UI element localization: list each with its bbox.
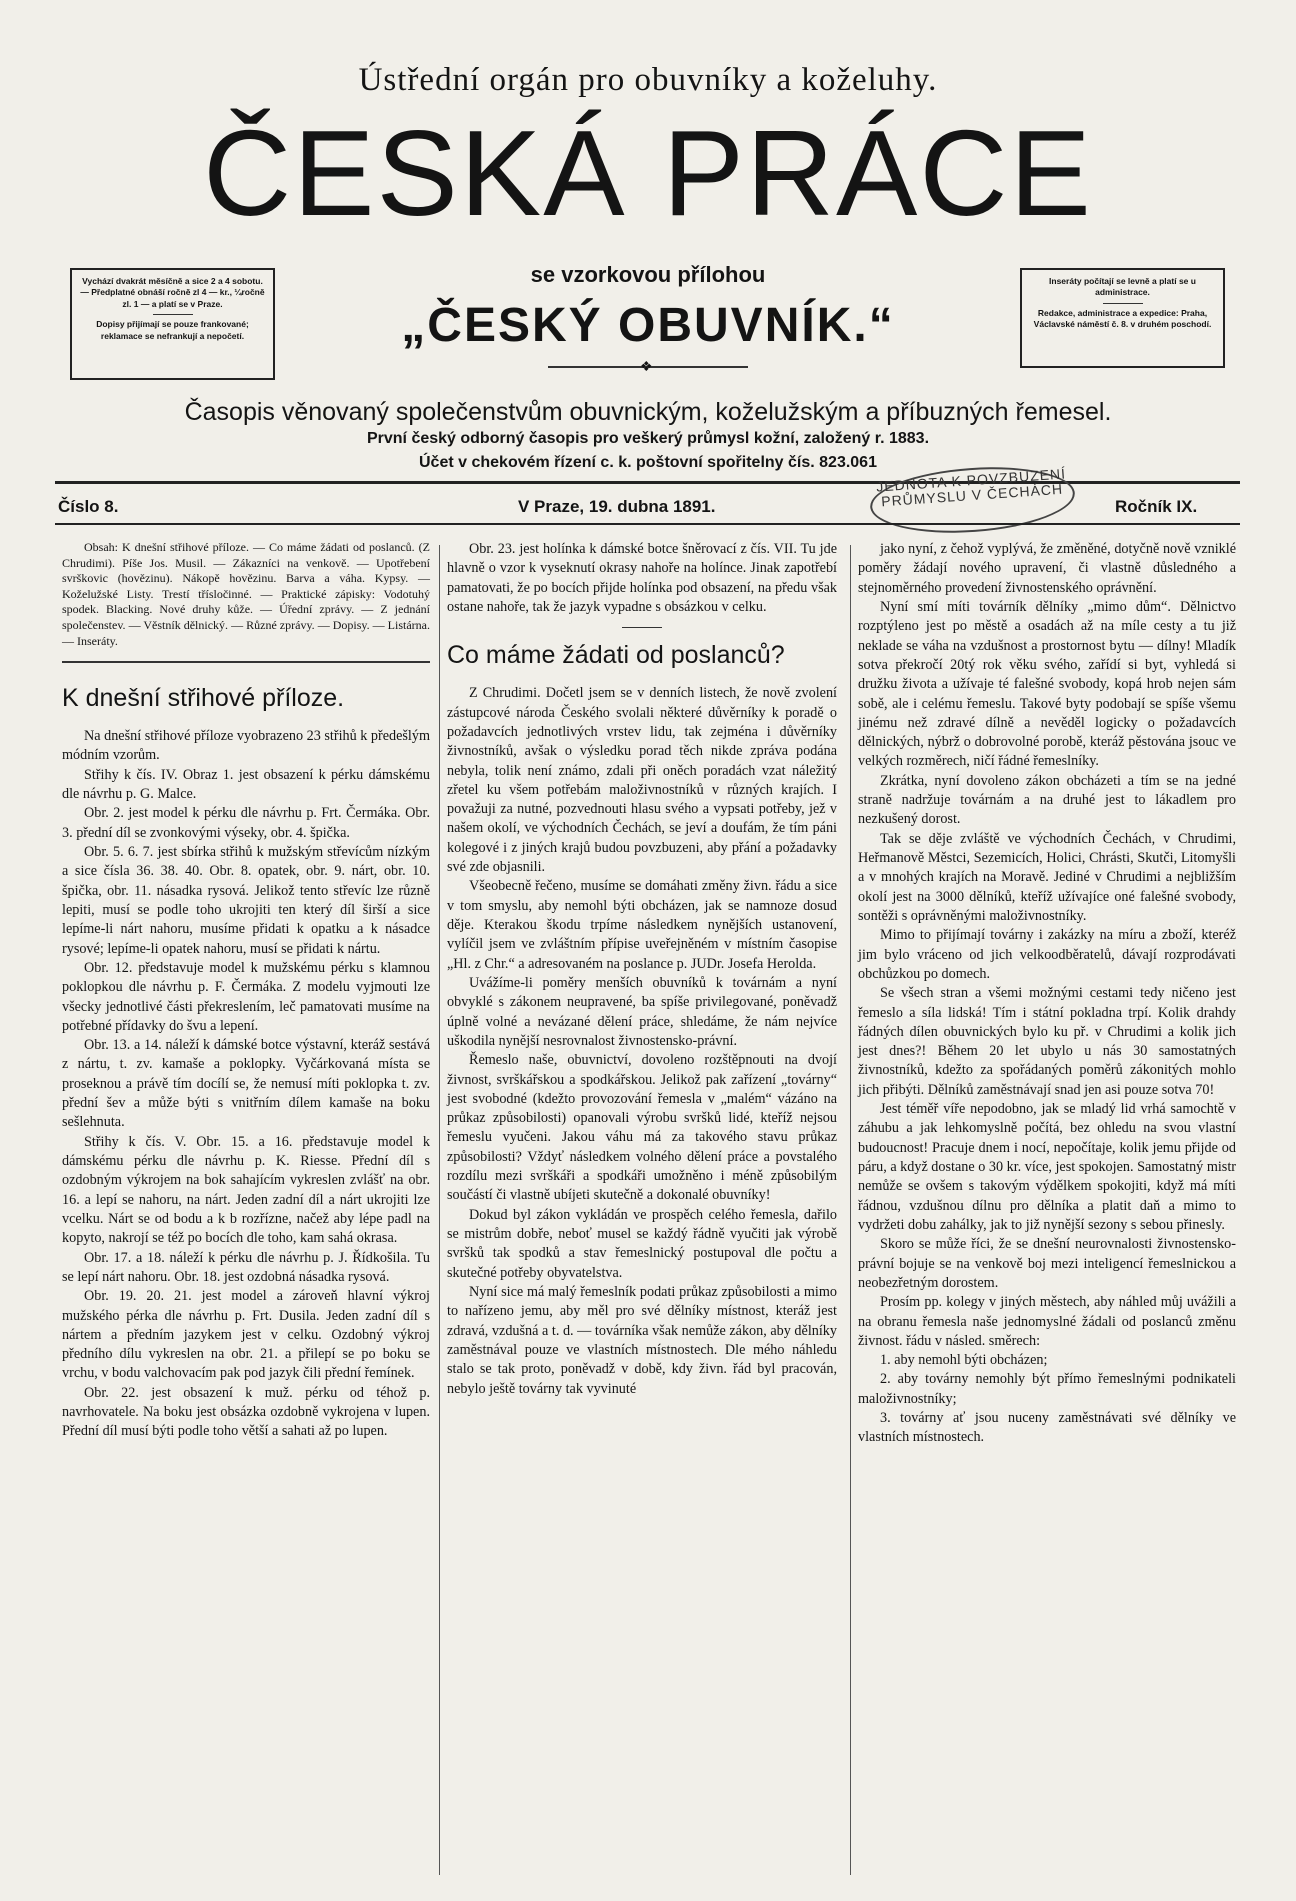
paragraph: Nyní sice má malý řemeslník podati průkaz způsobilosti a mimo to nařízeno jemu, aby měl pro své dělníky místnost, kteráž jest zdravá, vzdušná a t. d. — továrníka však nemůže zákon, aby dělníky zaměstnával pouze ve vlastních místnostech. Dle mého náhledu stalo se tak proto, poněvadž v době, kdy živn. řád byl pracován, nebylo ještě továrny tak vyvinuté: [447, 1283, 837, 1397]
paragraph: Nyní smí míti továrník dělníky „mimo dům“. Dělnictvo rozptýleno jest po městě a osadách až na míle cesty a tu již neklade se váha na vzdušnost a prostornost bytu — dílny! Mladík sotva překročí 20tý rok věku svého, zařídí si byt, vyhledá si družku života a užívaje té falešné svobody, kopá hrob nejen sám sobě, ale i celému řemeslu. Takové byty podobají se spíše všemu jinému než zdravé dílně a nevěděl logicky o požadavcích dělnických, nýbrž o dobrovolné porobě, kteráž pěstována jsouc ve velkých rozměrech, ničí řádné řemeslníky.: [858, 598, 1236, 770]
journal-founding: První český odborný časopis pro veškerý průmysl kožní, založený r. 1883.: [366, 430, 930, 447]
letters-text: Dopisy přijímají se pouze frankované; reklamace se nefrankují a nepočetí.: [96, 319, 249, 341]
column-2: [447, 540, 837, 1399]
paragraph: Zkrátka, nyní dovoleno zákon obcházeti a tím se na jedné straně nadržuje továrnám a na druhé jest to lákadlem pro nezkušený dorost.: [858, 772, 1236, 828]
issue-number: Číslo 8.: [58, 497, 119, 516]
paragraph: 2. aby továrny nemohly být přímo řemeslnými podnikateli maloživnostníky;: [858, 1371, 1236, 1407]
journal-description: Časopis věnovaný společenstvům obuvnickým, koželužským a příbuzných řemesel.: [184, 398, 1112, 426]
adverts-text: Inseráty počítají se levně a platí se u administrace.: [1049, 276, 1196, 298]
masthead-title: ČESKÁ PRÁCE: [203, 105, 1093, 241]
paragraph: Tak se děje zvláště ve východních Čechách, v Chrudimi, Heřmanově Městci, Sezemicích, Holici, Chrásti, Skutči, Litomyšli a v mnohých krajích na Moravě. Jediné v Chrudimi a nejbližším okolí jest na 3000 dělníků, kteříž užívajíce oné falešné svobody, sontěži s oprávněnými maloživnostníky.: [858, 830, 1236, 924]
header-rule-bottom: [55, 523, 1240, 525]
ornament-dot: ❖: [640, 360, 653, 375]
library-stamp: JEDNOTA K POVZBUZENÍ PRŮMYSLU V ČECHÁCH: [868, 461, 1077, 539]
paragraph: 3. továrny ať jsou nuceny zaměstnávati své dělníky ve vlastních místnostech.: [858, 1410, 1236, 1446]
article-heading: Co máme žádati od poslanců?: [447, 641, 785, 670]
supplement-subtitle: se vzorkovou přílohou: [530, 262, 766, 287]
paragraph: Skoro se může říci, že se dnešní neurovnalosti živnostensko-právní bojuje se na venkově boj mezi inteligencí řemeslnickou a neobezřetným dorostem.: [858, 1236, 1236, 1291]
paragraph: Se všech stran a všemi možnými cestami tedy ničeno jest řemeslo a síla lidská! Tím i státní pokladna trpí. Kolik drahdy řádných dílen obuvnických bylo ku př. v Chrudimi a kolik jich jest dnes?! Během 20 let ubylo u nás 30 samostatných živnostníků, kdežto za spořádaných poměrů zákonitých mohlo jich přibýti. Dělníků zaměstnávají snad jen asi pouze sotva 70!: [858, 985, 1236, 1098]
subscription-text: Vychází dvakrát měsíčně a sice 2 a 4 sobotu. — Předplatné obnáší ročně zl 4 — kr., ¼ročně zl. 1 — a platí se v Praze.: [80, 276, 265, 309]
issue-date: V Praze, 19. dubna 1891.: [518, 497, 716, 516]
paragraph: Střihy k čís. IV. Obraz 1. jest obsazení k pérku dámskému dle návrhu p. G. Malce.: [62, 766, 430, 803]
journal-account: Účet v chekovém řízení c. k. poštovní spořitelny čís. 823.061: [419, 454, 877, 471]
article-body: [858, 540, 1236, 1448]
supplement-title: „ČESKÝ OBUVNÍK.“: [401, 299, 895, 352]
paragraph: Prosím pp. kolegy v jiných městech, aby náhled můj uvážili a na obranu řemesla naše jednomyslné žádali od poslanců změnu živnost. řádu v násled. směrech:: [858, 1294, 1236, 1349]
paragraph: Střihy k čís. V. Obr. 15. a 16. představuje model k dámskému pérku dle návrhu p. K. Riesse. Přední díl s ozdobným výkrojem na bok sahajícím vykreslen zvlášť na obr. 16. a lepí se nahoru, na nárt. Jeden zadní díl a nárt ukrojiti lze vcelku. Nárt se od bodu a k b rozřízne, načež aby lépe padl na kopyto, nakrojí se též po bocích dle toho, kam sahá okrasa.: [62, 1133, 430, 1247]
paragraph: Z Chrudimi. Dočetl jsem se v denních listech, že nově zvolení zástupcové národa Českého svolali některé důvěrníky k poradě o požadavcích jednotlivých vrstev lidu, tak zejména i důvěrníky živnostníků, avšak o výsledku porad těch nikde zpráva podána nebyla, tolik není známo, zdali při oněch poradách vzat náležitý zřetel ku všem potřebám maloživnostníků v různých krajích. I považuji za nutné, pozvednouti hlasu svého a vypsati potřeby, jež v našem okolí, ve východních Čechách, se jeví a doufám, že tím páni kolegové i z jiných krajů budou povzbuzeni, aby přání a požadavky své zde objasnili.: [447, 685, 837, 876]
tagline: Ústřední orgán pro obuvníky a koželuhy.: [358, 62, 938, 98]
section-rule: [62, 661, 430, 663]
paragraph: Mimo to přijímají továrny i zakázky na míru a zboží, kteréž jim bylo vráceno od jich velkoodběratelů, dávají rozprodávati obchůzkou po domech.: [858, 927, 1236, 982]
paragraph: Obr. 17. a 18. náleží k pérku dle návrhu p. J. Řídkošila. Tu se lepí nárt nahoru. Obr. 18. jest ozdobná násadka rysová.: [62, 1249, 430, 1285]
section-rule: [622, 627, 662, 628]
issue-year: Ročník IX.: [1115, 497, 1198, 516]
paragraph: Na dnešní střihové příloze vyobrazeno 23 střihů k předešlým módním vzorům.: [62, 728, 430, 764]
paragraph: Obr. 12. představuje model k mužskému pérku s klamnou poklopkou dle návrhu p. F. Čermáka. Z modelu vyjmouti lze všecky jednotlivé části překreslením, leč pamatovati musíme na potřebné přídavky do švu a lepení.: [62, 959, 430, 1034]
paragraph: Řemeslo naše, obuvnictví, dovoleno rozštěpnouti na dvojí živnost, svrškářskou a spodkářskou. Jelikož pak zařízení „továrny“ jest svobodné (kdežto provozování řemesla v „malém“ vázáno na průkaz způsobilosti) opanovali výrobu svršků lidé, kteříž nejsou řemeslu vyučeni. Jakou váhu má za takového stavu průkaz způsobilosti? Vždyť následkem volného dělení práce a povstalého rozdílu mezi svrškáři a spodkáři umožněno i méně způsobilým součástí či vlastně ubíjeti skutečně a dokonalé obuvníky!: [447, 1052, 837, 1204]
column-divider: [439, 545, 440, 1875]
column-1: [62, 540, 430, 1442]
paragraph: Obr. 2. jest model k pérku dle návrhu p. Frt. Čermáka. Obr. 3. přední díl se zvonkovými výseky, obr. 4. špička.: [62, 805, 430, 841]
column-divider: [850, 545, 851, 1875]
paragraph: Obr. 22. jest obsazení k muž. pérku od téhož p. navrhovatele. Na boku jest obsázka ozdobně vykrojena v lupen. Přední díl musí býti podle toho větší a sahati až po lupen.: [62, 1384, 430, 1440]
table-of-contents: Obsah: K dnešní střihové příloze. — Co máme žádati od poslanců. (Z Chrudimi). Píše Jos. Musil. — Zákazníci na venkově. — Upotřebení svrškovic (hovězinu). Nákopě hovězinu. Barva a váha. Kypsy. — Koželužské Listy. Trestí třísločinné. — Praktické zápisky: Vodotuhý spodek. Blacking. Nové druhy kůže. — Úřední zprávy. — Z jednání společenstev. — Věstník dělnický. — Různé zprávy. — Dopisy. — Listárna. — Inseráty.: [62, 540, 430, 648]
article-body: [62, 727, 430, 1442]
paragraph: Všeobecně řečeno, musíme se domáhati změny živn. řádu a sice v tom smyslu, aby nemohl býti obcházen, jak se namnoze dosud děje. Kterakou škodu trpíme následkem nynějších ustanovení, vylíčil jsem ve zvláštním přípise uveřejněném v místním časopise „Hl. z Chr.“ a adresovaném na poslance p. JUDr. Josefa Herolda.: [447, 878, 837, 972]
paragraph: Obr. 13. a 14. náleží k dámské botce výstavní, kteráž sestává z nártu, t. zv. kamaše a poklopky. Vyčárkovaná místa se proseknou a právě tím docílí se, že nemusí míti poklopka t. zv. přední šev a může býti s vnitřním dílem kamaše na boku sešlehnuta.: [62, 1037, 430, 1131]
paragraph: Obr. 19. 20. 21. jest model a zároveň hlavní výkroj mužského pérka dle návrhu p. Frt. Dusila. Jeden zadní díl s nártem a předním jazykem jest v celku. Ozdobný výkroj předního dílu vykreslen na obr. 21. a přilepí se po boku se vrchu, v bodu valchovacím pak pod jazyk čili přední řemínek.: [62, 1288, 430, 1382]
column-3: [858, 540, 1236, 1448]
article-body: [447, 684, 837, 1399]
paragraph: jako nyní, z čehož vyplývá, že změněné, dotyčně nově vzniklé poměry žádají nového upravení, či vlastně důsledného a stejnoměrného provedení živnostenského oprávnění.: [858, 541, 1236, 596]
address-text: Redakce, administrace a expedice: Praha, Václavské náměstí č. 8. v druhém poschodí.: [1033, 307, 1212, 330]
paragraph: Uvážíme-li poměry menších obuvníků k továrnám a nyní obvyklé s zákonem neupravené, ba spíše privilegované, poněvadž úplně volné a nevázané dělení práce, shledáme, že nám nejvíce uškodila nynější nesrovnalost živnostensko-právní.: [447, 974, 837, 1049]
paragraph: Jest téměř víře nepodobno, jak se mladý lid vrhá samochtě v záhubu a jak lehkomyslně počítá, bez ohledu na svou vlastní budoucnost! Pracuje dnem i nocí, nepočítaje, kolik jemu přijde od páru, a když dostane o 30 kr. více, jest spokojen. Samostatný mistr nemůže se ovšem s takovým výdělkem spokojiti, když má míti řádnou, vzdušnou dílnu pro dělníka a platit daň a mimo to vydržeti dobu zahálky, jak to již nynější sezony s sebou přinesly.: [858, 1101, 1236, 1233]
paragraph: 1. aby nemohl býti obcházen;: [880, 1352, 1048, 1369]
paragraph: Obr. 5. 6. 7. jest sbírka střihů k mužským střevícům nízkým a sice čísla 36. 38. 40. Obr. 8. opatek, obr. 9. nárt, obr. 10. špička, obr. 11. násadka rysová. Jelikož tento střevíc lze různě lepiti, musí se podle toho ukrojiti ten který díl širší a sice lepíme-li nárt nahoru, musíme přidati k opatku a k násadce rysové; lepíme-li opatek nahoru, musí se přidati k nártu.: [62, 844, 430, 957]
article-heading: K dnešní střihové příloze.: [62, 684, 345, 713]
paragraph: Dokud byl zákon vykládán ve prospěch celého řemesla, dařilo se mistrům dobře, neboť musel se každý řádně vyučiti jak výrobě svršků tak spodků a stav řemeslnický postupoval dle počtu a skutečné potřeby obyvatelstva.: [447, 1206, 837, 1281]
article-continuation: Obr. 23. jest holínka k dámské botce šněrovací z čís. VII. Tu jde hlavně o vzor k vyseknutí okrasy nahoře na holínce. Jinak zapotřebí pamatovati, že po bocích přijde holínka pod obsazení, na předu však ostane nahoře, tak že jazyk vypadne s obsázkou v celku.: [447, 541, 837, 615]
